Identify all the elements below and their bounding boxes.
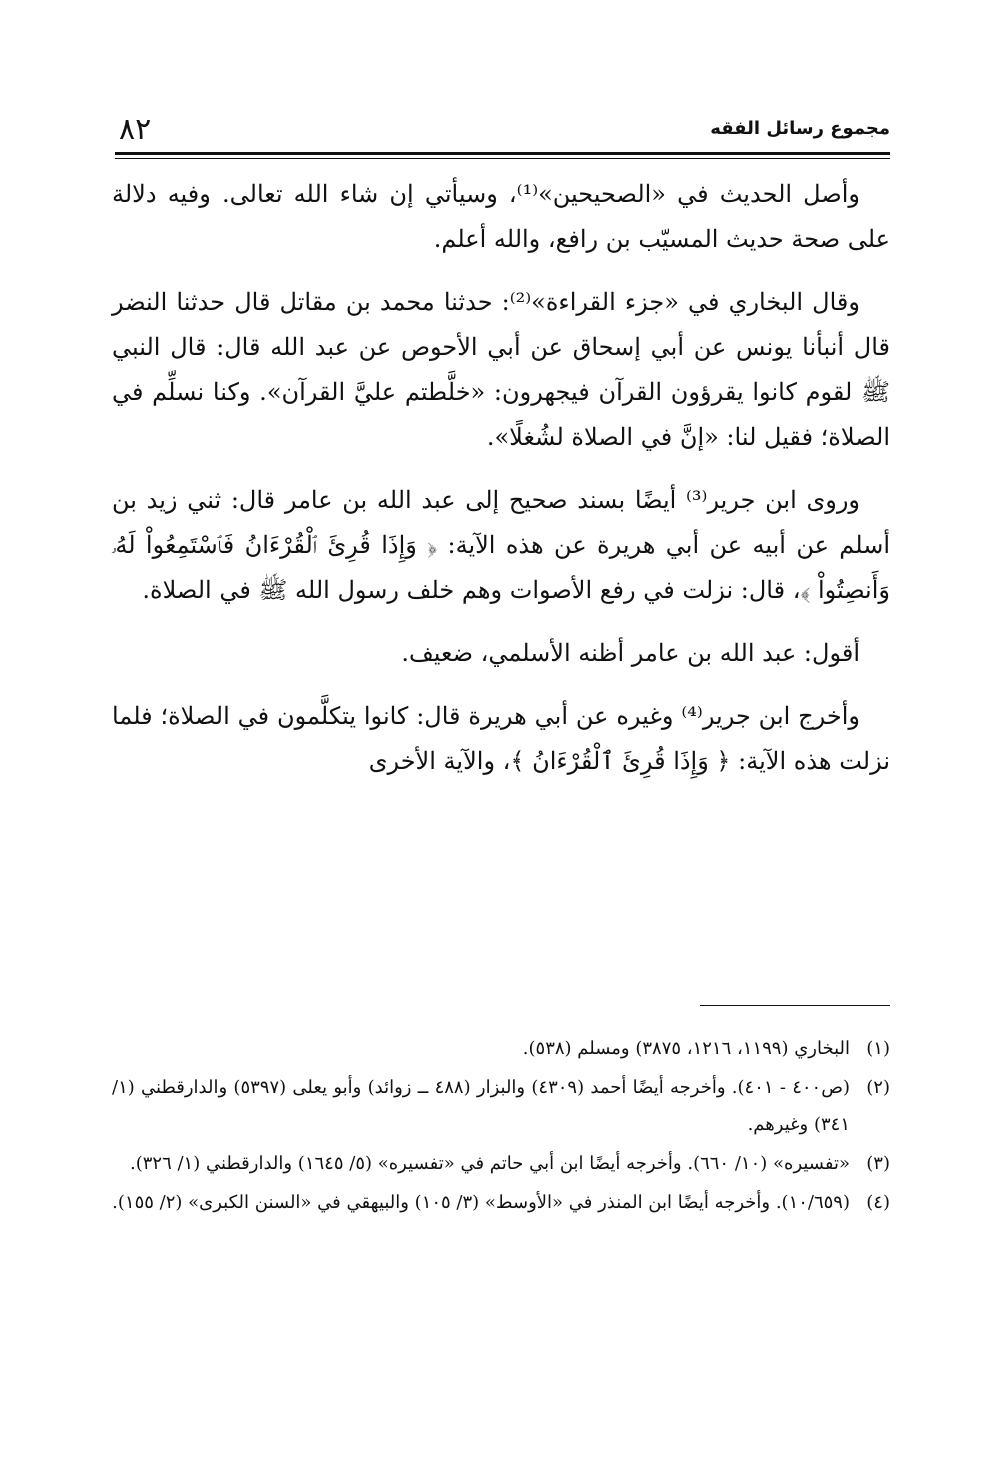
paragraph: وأخرج ابن جرير⁽⁴⁾ وغيره عن أبي هريرة قال: كانوا يتكلَّمون في الصلاة؛ فلما نزلت هذه الآية: ﴿ وَإِذَا قُرِئَ ٱلْقُرْءَانُ ﴾، والآية الأخرى <box>112 702 890 775</box>
footnote-text: البخاري (١١٩٩، ١٢١٦، ٣٨٧٥) ومسلم (٥٣٨). <box>522 1038 850 1059</box>
footnote <box>112 1145 890 1182</box>
footnote <box>112 1069 890 1143</box>
footnote-text: «تفسيره» (١٠/ ٦٦٠). وأخرجه أيضًا ابن أبي حاتم في «تفسيره» (٥/ ١٦٤٥) والدارقطني (١/ ٣٢٦). <box>129 1153 850 1174</box>
header-rule-thick <box>115 152 890 155</box>
footnote-number: (٢) <box>866 1077 890 1098</box>
footnote <box>112 1030 890 1067</box>
main-text <box>112 172 890 802</box>
footnote-text: (١٠/٦٥٩). وأخرجه أيضًا ابن المنذر في «الأوسط» (٣/ ١٠٥) والبيهقي في «السنن الكبرى» (٢/ ١٥٥). <box>112 1192 850 1213</box>
footnotes <box>112 1030 890 1223</box>
page-number: ٨٢ <box>119 112 152 147</box>
paragraph: وأصل الحديث في «الصحيحين»⁽¹⁾، وسيأتي إن شاء الله تعالى. وفيه دلالة على صحة حديث المسيّب بن رافع، والله أعلم. <box>112 180 890 253</box>
footnote-separator <box>700 1005 890 1006</box>
footnote <box>112 1184 890 1221</box>
page-header <box>115 112 890 152</box>
footnote-number: (١) <box>866 1038 890 1059</box>
footnote-number: (٤) <box>866 1192 890 1213</box>
footnote-number: (٣) <box>866 1153 890 1174</box>
paragraph: وقال البخاري في «جزء القراءة»⁽²⁾: حدثنا محمد بن مقاتل قال حدثنا النضر قال أنبأنا يونس عن أبي إسحاق عن أبي الأحوص عن عبد الله قال: قال النبي ﷺ لقوم كانوا يقرؤون القرآن فيجهرون: «خلَّطتم عليَّ القرآن». وكنا نسلِّم في الصلاة؛ فقيل لنا: «إنَّ في الصلاة لشُغلًا». <box>112 288 890 451</box>
running-title: مجموع رسائل الفقه <box>710 118 890 139</box>
paragraph: أقول: عبد الله بن عامر أظنه الأسلمي، ضعيف. <box>401 639 860 667</box>
header-rule-thin <box>115 158 890 159</box>
footnote-text: (ص٤٠٠ - ٤٠١). وأخرجه أيضًا أحمد (٤٣٠٩) والبزار (٤٨٨ ــ زوائد) وأبو يعلى (٥٣٩٧) والدارقطني (١/ ٣٤١) وغيرهم. <box>112 1077 850 1135</box>
paragraph: وروى ابن جرير⁽³⁾ أيضًا بسند صحيح إلى عبد الله بن عامر قال: ثني زيد بن أسلم عن أبيه عن أبي هريرة عن هذه الآية: ﴿ وَإِذَا قُرِئَ ٱلْقُرْءَانُ فَٱسْتَمِعُواْ لَهُۥ وَأَنصِتُواْ ﴾، قال: نزلت في رفع الأصوات وهم خلف رسول الله ﷺ في الصلاة. <box>112 486 890 604</box>
